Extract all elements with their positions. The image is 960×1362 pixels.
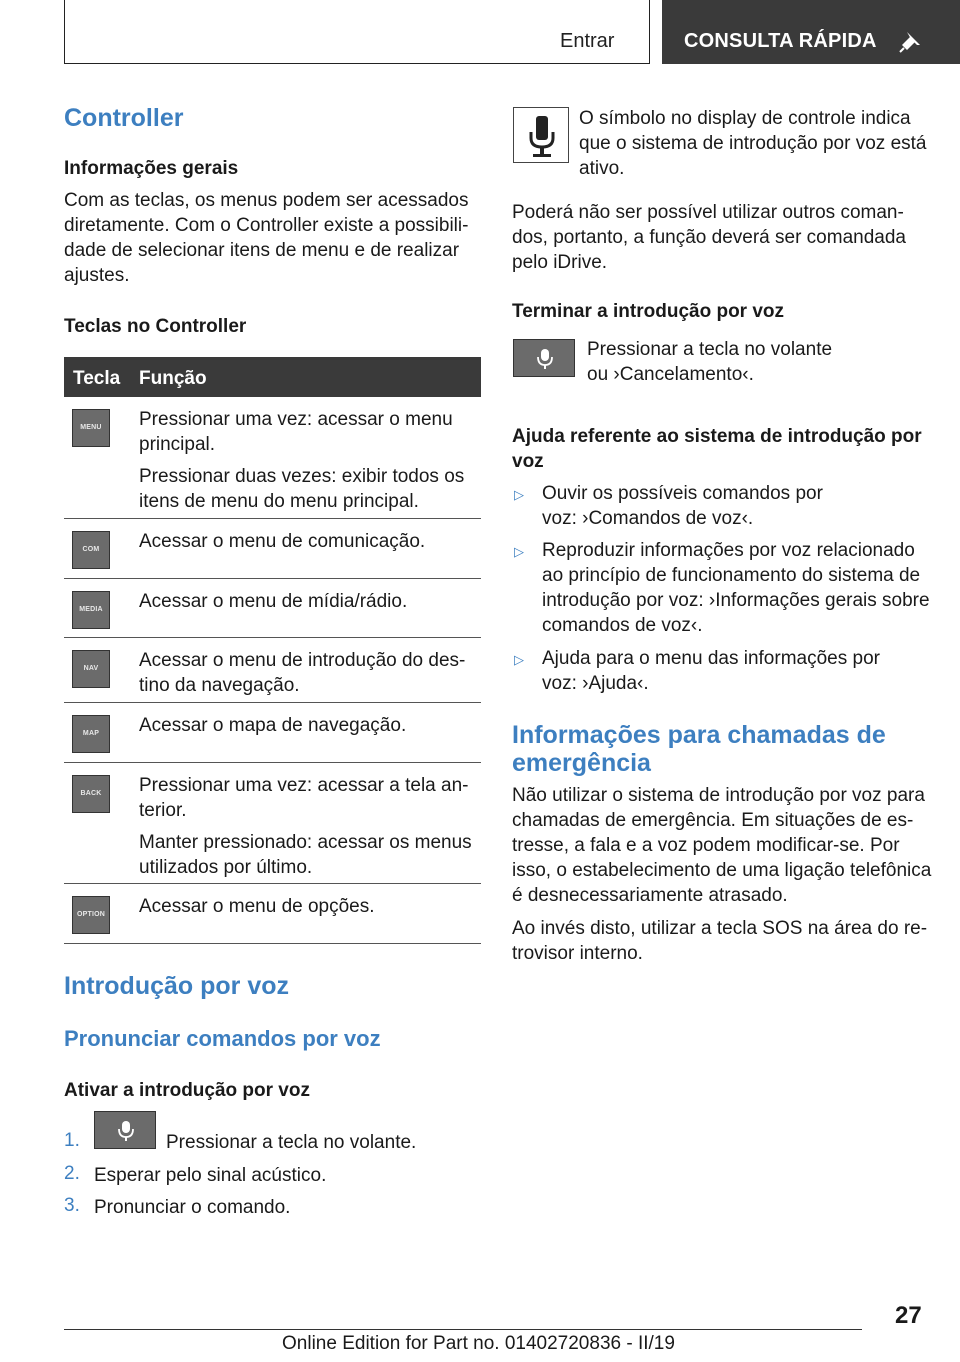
section-title-controller: Controller xyxy=(64,104,184,132)
section-title-voice-input: Introdução por voz xyxy=(64,972,289,1000)
table-row xyxy=(64,638,481,703)
table-row-description: Acessar o menu de comunicação. xyxy=(139,531,426,552)
pronounce-commands-title: Pronunciar comandos por voz xyxy=(64,1026,381,1051)
controller-keys-title: Teclas no Controller xyxy=(64,316,247,337)
header-left-rule xyxy=(64,0,65,64)
step-text: Pronunciar o comando. xyxy=(94,1197,291,1218)
microphone-display-icon xyxy=(513,107,569,163)
table-row-description: Acessar o menu de opções. xyxy=(139,896,375,917)
header-separator xyxy=(649,0,650,64)
footer-rule xyxy=(64,1329,862,1330)
activate-voice-title: Ativar a introdução por voz xyxy=(64,1080,310,1101)
media-key-icon: MEDIA xyxy=(72,591,110,629)
general-info-text: Com as teclas, os menus podem ser acessados diretamente. Com o Controller existe a possibilidade de selecionar itens de menu e de realizar ajustes. xyxy=(64,190,469,286)
table-row-description: Pressionar uma vez: acessar o menu principal. Pressionar duas vezes: exibir todos os itens de menu do menu principal. xyxy=(139,409,465,512)
help-voice-title: Ajuda referente ao sistema de introdução por voz xyxy=(512,426,922,472)
com-key-icon: COM xyxy=(72,531,110,569)
idrive-info-text: Poderá não ser possível utilizar outros comandos, portanto, a função deverá ser comandada pelo iDrive. xyxy=(512,202,906,273)
nav-key-icon: NAV xyxy=(72,650,110,688)
section-title-emergency: Informações para chamadas de emergência xyxy=(512,721,886,777)
table-row xyxy=(64,579,481,638)
bullet-triangle-icon: ▷ xyxy=(514,544,524,559)
bullet-triangle-icon: ▷ xyxy=(514,652,524,667)
page-number: 27 xyxy=(895,1302,922,1329)
back-key-icon: BACK xyxy=(72,775,110,813)
table-header-key: Tecla xyxy=(73,368,121,389)
table-row-description: Acessar o menu de mídia/rádio. xyxy=(139,591,408,612)
bullet-triangle-icon: ▷ xyxy=(514,487,524,502)
help-bullet-text: Ajuda para o menu das informações por voz: ›Ajuda‹. xyxy=(542,648,880,694)
table-row-description: Pressionar uma vez: acessar a tela anterior. Manter pressionado: acessar os menus utilizados por último. xyxy=(139,775,472,878)
end-voice-text: Pressionar a tecla no volante ou ›Cancelamento‹. xyxy=(587,339,833,385)
step-number: 3. xyxy=(64,1195,80,1216)
step-number: 1. xyxy=(64,1130,80,1151)
emergency-text-1: Não utilizar o sistema de introdução por voz para chamadas de emergência. Em situações de estresse, a fala e a voz podem modificar-se. Por isso, o estabelecimento de uma ligação telefônica é desnecessariamente atrasado. xyxy=(512,785,932,906)
quick-reference-label: CONSULTA RÁPIDA xyxy=(684,30,877,52)
step-text: Pressionar a tecla no volante. xyxy=(166,1132,417,1153)
table-header xyxy=(64,357,481,397)
map-key-icon: MAP xyxy=(72,715,110,753)
symbol-info-text: O símbolo no display de controle indica que o sistema de introdução por voz está ativo. xyxy=(579,108,927,179)
table-row xyxy=(64,763,481,884)
microphone-button-icon xyxy=(94,1111,156,1149)
header-quick-reference-tab[interactable] xyxy=(662,0,960,64)
table-row-description: Acessar o menu de introdução do destino da navegação. xyxy=(139,650,466,696)
microphone-button-icon xyxy=(513,339,575,377)
step-number: 2. xyxy=(64,1163,80,1184)
table-row-description: Acessar o mapa de navegação. xyxy=(139,715,407,736)
menu-key-icon: MENU xyxy=(72,409,110,447)
help-bullet-text: Reproduzir informações por voz relacionado ao princípio de funcionamento do sistema de introdução por voz: ›Informações gerais sobre comandos de voz‹. xyxy=(542,540,930,636)
controller-keys-table xyxy=(64,357,481,944)
header-bottom-rule xyxy=(64,63,650,64)
end-voice-title: Terminar a introdução por voz xyxy=(512,301,785,322)
general-info-title: Informações gerais xyxy=(64,158,239,179)
pin-icon xyxy=(898,28,924,54)
table-header-function: Função xyxy=(139,368,207,389)
table-row xyxy=(64,703,481,763)
table-row xyxy=(64,884,481,944)
help-bullet-text: Ouvir os possíveis comandos por voz: ›Comandos de voz‹. xyxy=(542,483,823,529)
step-text: Esperar pelo sinal acústico. xyxy=(94,1165,327,1186)
table-row xyxy=(64,519,481,579)
header-enter-link[interactable]: Entrar xyxy=(560,30,615,52)
emergency-text-2: Ao invés disto, utilizar a tecla SOS na área do retrovisor interno. xyxy=(512,918,928,964)
table-row xyxy=(64,397,481,519)
option-key-icon: OPTION xyxy=(72,896,110,934)
footer-edition: Online Edition for Part no. 01402720836 - II/19 xyxy=(282,1333,675,1354)
